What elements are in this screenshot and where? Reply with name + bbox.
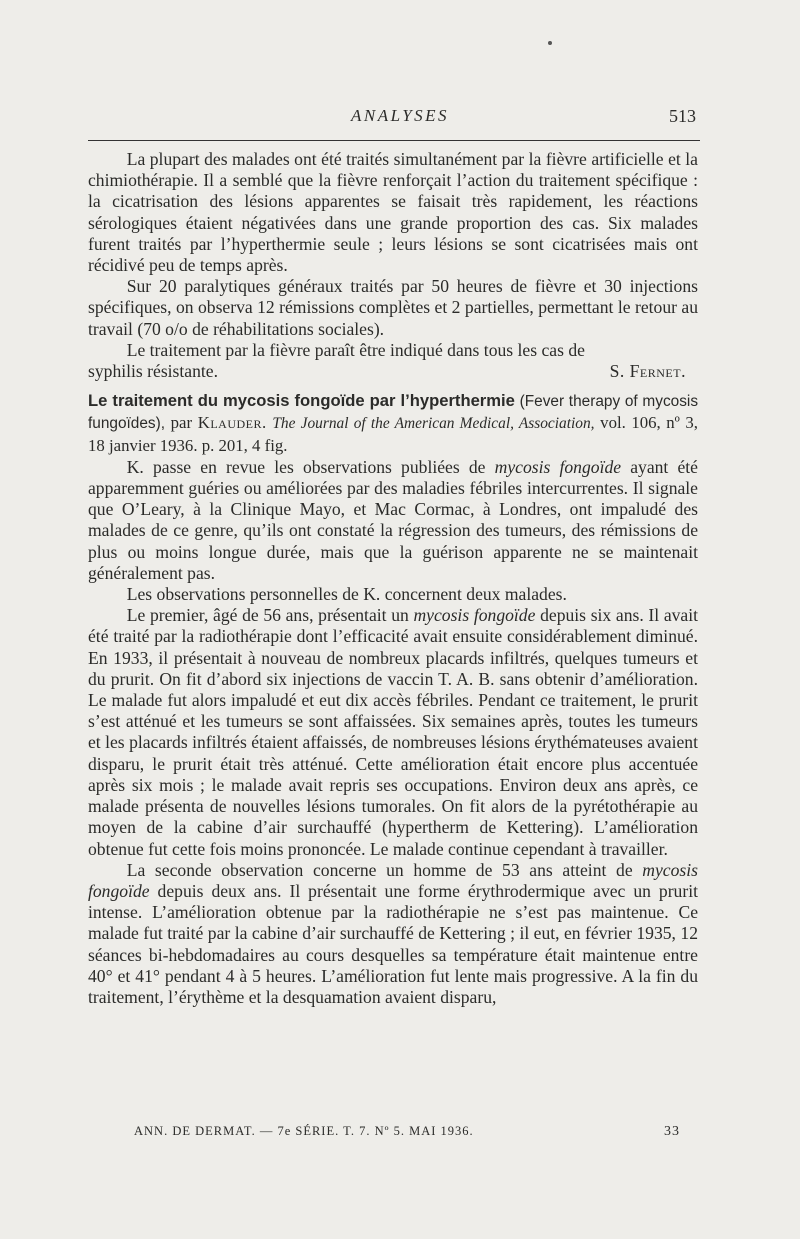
page-footer [134, 1124, 680, 1142]
paragraph: Sur 20 paralytiques généraux traités par 50 heures de fièvre et 30 injections spécifiques, on observa 12 rémissions complètes et 2 partielles, permettant le retour au travail (70 o/o de réhabilitations sociales). [88, 276, 698, 339]
running-head [0, 106, 800, 130]
text-run: Le premier, âgé de 56 ans, présentait un [126, 605, 414, 626]
text-run: depuis six ans. Il avait été traité par la radiothérapie dont l’efficacité avait ensuite considérablement diminué. En 1933, il présentait à nouveau de nombreux placards infiltrés, quelques tumeurs et du prurit. On fit d’abord six injections de vaccin T. A. B. sans obtenir d’amélioration. Le malade fut alors impaludé et eut dix accès fébriles. Pendant ce traitement, le prurit s’est atténué et les tumeurs se sont affaissées. Six semaines après, toutes les tumeurs et les placards infiltrés étaient affaissés, de nombreuses lésions érythémateuses avaient disparu, le prurit était très atténué. Cette amélioration était encore plus accentuée après six mois ; le malade avait repris ses occupations. Environ deux ans après, ce malade présenta de nouvelles lésions tumorales. On fit alors de la pyrétothérapie au moyen de la cabine d’air surchauffé (hypertherm de Kettering). L’amélioration obtenue fut cette fois moins prononcée. Le malade continue cependant à travailler. [88, 605, 699, 859]
paragraph [88, 605, 698, 859]
text-run: ayant été apparemment guéries ou améliorées par des maladies fébriles intercurrentes. Il signale que O’Leary, à la Clinique Mayo, et Mac Cormac, à Londres, ont impaludé des malades de ce genre, qu’ils ont constaté la régression des tumeurs, des rémissions de plus ou moins longue durée, mais que la guérison apparente ne se maintenait généralement pas. [88, 456, 698, 583]
text-run: Les observations personnelles de K. concernent deux malades. [126, 584, 567, 605]
text-run: K. passe en revue les observations publiées de [126, 456, 495, 477]
paragraph [88, 457, 698, 584]
signature-line [88, 361, 698, 382]
footer-citation: ANN. DE DERMAT. — 7e SÉRIE. T. 7. Nº 5. MAI 1936. [134, 1124, 474, 1138]
page-number: 513 [669, 106, 696, 126]
article-title: Le traitement du mycosis fongoïde par l’hyperthermie [88, 391, 515, 411]
text-run: La seconde observation concerne un homme de 53 ans atteint de [126, 859, 643, 880]
italic-term: mycosis fongoïde [413, 605, 536, 626]
article-body [88, 457, 698, 1008]
header-rule [88, 140, 700, 141]
text-run: depuis deux ans. Il présentait une forme érythrodermique avec un prurit intense. L’amélioration obtenue par la radiothérapie ne s’est pas maintenue. Ce malade fut traité par la cabine d’air surchauffé de Kettering ; il eut, en février 1935, 12 séances bi-hebdomadaires au cours desquelles sa température était maintenue entre 40° et 41° pendant 4 à 5 heures. L’amélioration fut lente mais progressive. A la fin du traitement, l’érythème et la desquamation avaient disparu, [88, 880, 698, 1007]
italic-term: mycosis fongoïde [88, 859, 698, 901]
section-title: ANALYSES [350, 106, 450, 125]
paragraph [88, 584, 698, 605]
journal-reference: vol. 106, nº 3, 18 janvier 1936. p. 201, 4 fig. [88, 413, 699, 455]
ink-speck [548, 41, 552, 45]
paragraph: La plupart des malades ont été traités simultanément par la fièvre artificielle et la chimiothérapie. Il a semblé que la fièvre renforçait l’action du traitement spécifique : la cicatrisation des lésions apparentes se faisait très rapidement, les réactions sérologiques étaient négativées dans une grande proportion des cas. Six malades furent traités par l’hyperthermie seule ; leurs lésions se sont cicatrisées mais ont récidivé peu de temps après. [88, 149, 698, 276]
by-word: par [170, 413, 193, 433]
article-author: Klauder. [197, 413, 267, 433]
italic-term: mycosis fongoïde [494, 456, 622, 477]
journal-name: The Journal of the American Medical, Association, [272, 415, 595, 433]
paragraph: Le traitement par la fièvre paraît être indiqué dans tous les cas de [126, 339, 585, 360]
article-heading [88, 390, 698, 457]
original-title: (Fever therapy of mycosis fungoïdes), [88, 393, 699, 433]
signature-number: 33 [664, 1124, 680, 1139]
text-column [88, 149, 698, 1008]
paragraph [88, 860, 698, 1008]
signature: S. Fernet. [609, 361, 686, 382]
paragraph-end: syphilis résistante. [88, 361, 218, 382]
